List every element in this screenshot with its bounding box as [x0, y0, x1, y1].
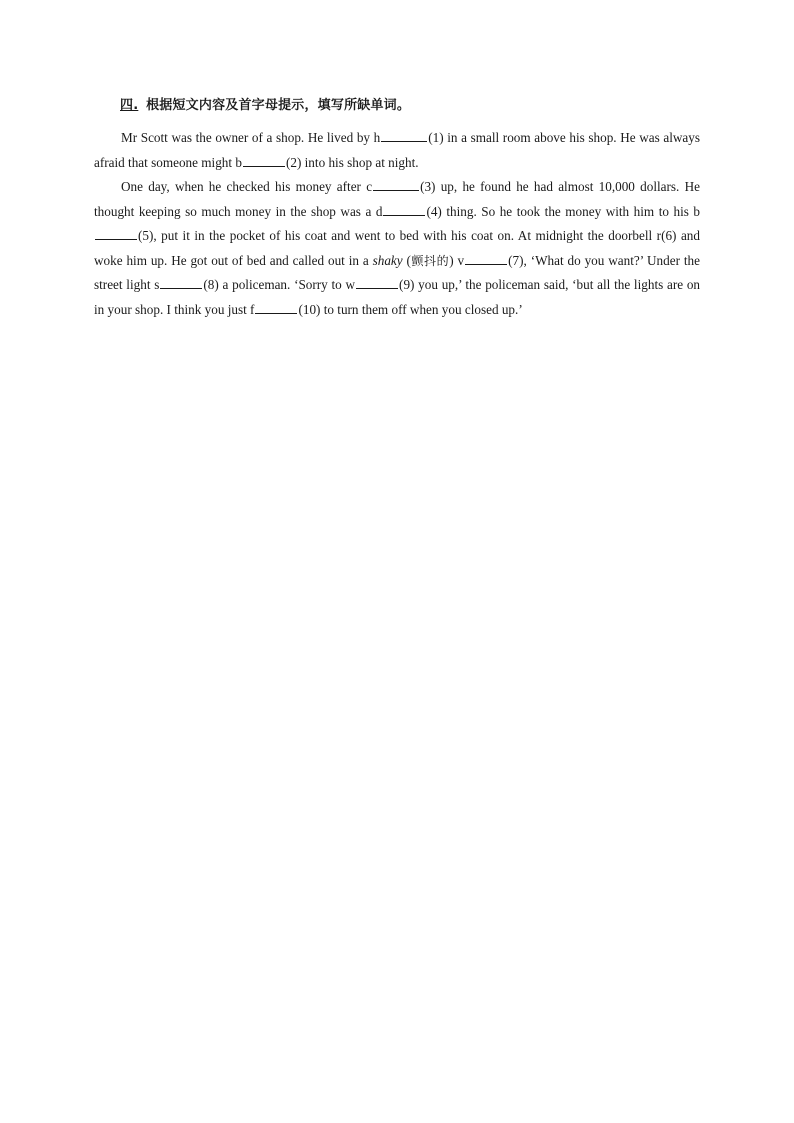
blank-5[interactable] [95, 227, 137, 240]
passage-paragraph-1 [94, 126, 700, 175]
text-run: ) v [449, 252, 465, 268]
text-run: (10) to turn them off when you closed up.’ [298, 301, 523, 317]
blank-4[interactable] [383, 203, 425, 216]
chinese-gloss: 颤抖的 [410, 253, 450, 268]
text-run: (6) and woke him up. He got out of bed and called out in a [94, 228, 700, 268]
passage-paragraph-2 [94, 175, 700, 322]
text-run: (9) you up,’ the policeman said, ‘but all the lights are on in your shop. I think you just f [94, 277, 701, 317]
blank-8[interactable] [160, 276, 202, 289]
text-run: ( [402, 252, 411, 268]
text-run: (5), put it in the pocket of his coat and went to bed with his coat on. At midnight the doorbell r [138, 228, 662, 243]
blank-3[interactable] [373, 178, 419, 191]
worksheet-page [94, 96, 700, 322]
section-heading [120, 96, 700, 116]
blank-10[interactable] [255, 301, 297, 314]
text-run: (1) in a small room above his shop. He was always afraid that someone might b [94, 130, 700, 170]
blank-2[interactable] [243, 154, 285, 167]
section-number: 四. [120, 98, 139, 113]
text-run: (7), ‘What do you want?’ Under the street light s [94, 252, 700, 292]
emphasized-word: shaky [372, 252, 403, 268]
blank-9[interactable] [356, 276, 398, 289]
section-instruction: 根据短文内容及首字母提示，填写所缺单词。 [146, 98, 411, 113]
text-run: (8) a policeman. ‘Sorry to w [203, 277, 356, 292]
blank-1[interactable] [381, 129, 427, 142]
text-run: (4) thing. So he took the money with him to his b [426, 203, 700, 219]
text-run: One day, when he checked his money after c [121, 179, 373, 194]
text-run: (3) up, he found he had almost 10,000 dollars. He thought keeping so much money in the shop was a d [94, 179, 700, 219]
text-run: Mr Scott was the owner of a shop. He lived by h [121, 130, 381, 145]
blank-7[interactable] [465, 252, 507, 265]
text-run: (2) into his shop at night. [285, 154, 419, 170]
